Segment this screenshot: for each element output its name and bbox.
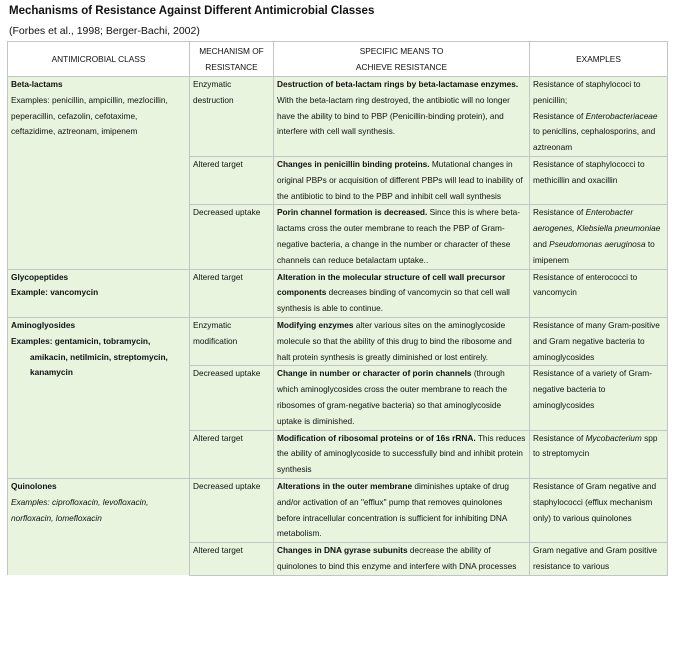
means-cell: Modification of ribosomal proteins or of 16s rRNA. This reduces the ability of aminoglycoside to successfully bind and inhibit protein synthesis: [274, 430, 530, 478]
class-examples: Examples: ciprofloxacin, levofloxacin, norfloxacin, lomefloxacin: [11, 496, 149, 523]
class-name: Beta-lactams: [11, 79, 63, 89]
examples-cell: Resistance of staphylococci to methicillin and oxacillin: [530, 156, 668, 204]
table-row: [8, 317, 668, 365]
mechanism-cell: Altered target: [190, 430, 274, 478]
class-examples: Examples: gentamicin, tobramycin, amikacin, netilmicin, streptomycin, kanamycin: [11, 335, 168, 378]
class-examples: Example: vancomycin: [11, 287, 99, 298]
examples-cell: Resistance of Enterobacter aerogenes, Klebsiella pneumoniae and Pseudomonas aeruginosa to imipenem: [530, 205, 668, 269]
examples-cell: Resistance of many Gram-positive and Gram negative bacteria to aminoglycosides: [530, 317, 668, 365]
class-cell-glycopeptides: [8, 269, 190, 317]
resistance-table: [7, 41, 668, 576]
class-name: Quinolones: [11, 480, 57, 491]
table-row: [8, 478, 668, 542]
means-cell: Alterations in the outer membrane diminishes uptake of drug and/or activation of an "efflux" pump that removes quinolones before intracellular concentration is sufficient for inhibiting DNA metabolism.: [274, 478, 530, 542]
means-cell: Changes in DNA gyrase subunits decrease the ability of quinolones to bind this enzyme and interfere with DNA processes: [274, 543, 530, 576]
examples-cell: Gram negative and Gram positive resistance to various: [530, 543, 668, 576]
mechanism-cell: Altered target: [190, 156, 274, 204]
mechanism-cell: Enzymatic destruction: [190, 77, 274, 157]
class-name: Aminoglyosides: [11, 319, 76, 330]
header-row: [8, 42, 668, 77]
table-title: Mechanisms of Resistance Against Different Antimicrobial Classes: [9, 5, 375, 17]
mechanism-cell: Altered target: [190, 269, 274, 317]
class-cell-beta-lactams: [8, 77, 190, 270]
class-examples: Examples: penicillin, ampicillin, mezlocillin, peperacillin, cefazolin, cefotaxime, ceftazidime, aztreonam, imipenem: [11, 94, 168, 137]
table-citation: (Forbes et al., 1998; Berger-Bachi, 2002): [9, 25, 200, 37]
means-cell: Changes in penicillin binding proteins. Mutational changes in original PBPs or acquisition of different PBPs will lead to inability of the antibiotic to bind to the PBP and inhibit cell wall synthesis: [274, 156, 530, 204]
header-specific-means: SPECIFIC MEANS TO ACHIEVE RESISTANCE: [274, 42, 530, 77]
means-cell: Porin channel formation is decreased. Since this is where beta-lactams cross the outer membrane to reach the PBP of Gram-negative bacteria, a change in the number or character of these channels can reduce betalactam uptake..: [274, 205, 530, 269]
class-cell-aminoglyosides: [8, 317, 190, 478]
means-cell: Change in number or character of porin channels (through which aminoglycosides cross the outer membrane to reach the ribosomes of gram-negative bacteria) so that aminoglycoside uptake is diminished.: [274, 366, 530, 430]
examples-cell: Resistance of Mycobacterium spp to streptomycin: [530, 430, 668, 478]
table-row: [8, 77, 668, 157]
means-cell: Alteration in the molecular structure of cell wall precursor components decreases binding of vancomycin so that cell wall synthesis is able to continue.: [274, 269, 530, 317]
class-name: Glycopeptides: [11, 271, 69, 282]
mechanism-cell: Enzymatic modification: [190, 317, 274, 365]
examples-cell: Resistance of a variety of Gram-negative bacteria to aminoglycosides: [530, 366, 668, 430]
means-cell: Modifying enzymes alter various sites on the aminoglycoside molecule so that the ability of this drug to bind the ribosome and halt protein synthesis is greatly diminished or lost entirely.: [274, 317, 530, 365]
header-class: ANTIMICROBIAL CLASS: [8, 42, 190, 77]
examples-cell: Resistance of staphylococi to penicillin; Resistance of Enterobacteriaceae to penicllins, cephalosporins, and aztreonam: [530, 77, 668, 157]
examples-cell: Resistance of Gram negative and staphylococci (efflux mechanism only) to various quinolones: [530, 478, 668, 542]
mechanism-cell: Altered target: [190, 543, 274, 576]
header-mechanism: MECHANISM OF RESISTANCE: [190, 42, 274, 77]
mechanism-cell: Decreased uptake: [190, 478, 274, 542]
mechanism-cell: Decreased uptake: [190, 205, 274, 269]
table-row: [8, 269, 668, 317]
class-cell-quinolones: [8, 478, 190, 575]
examples-cell: Resistance of enterococci to vancomycin: [530, 269, 668, 317]
header-examples: EXAMPLES: [530, 42, 668, 77]
mechanism-cell: Decreased uptake: [190, 366, 274, 430]
means-cell: Destruction of beta-lactam rings by beta-lactamase enzymes. With the beta-lactam ring destroyed, the antibiotic will no longer have the ability to bind to PBP (Penicillin-binding protein), and interfere with cell wall synthesis.: [274, 77, 530, 157]
